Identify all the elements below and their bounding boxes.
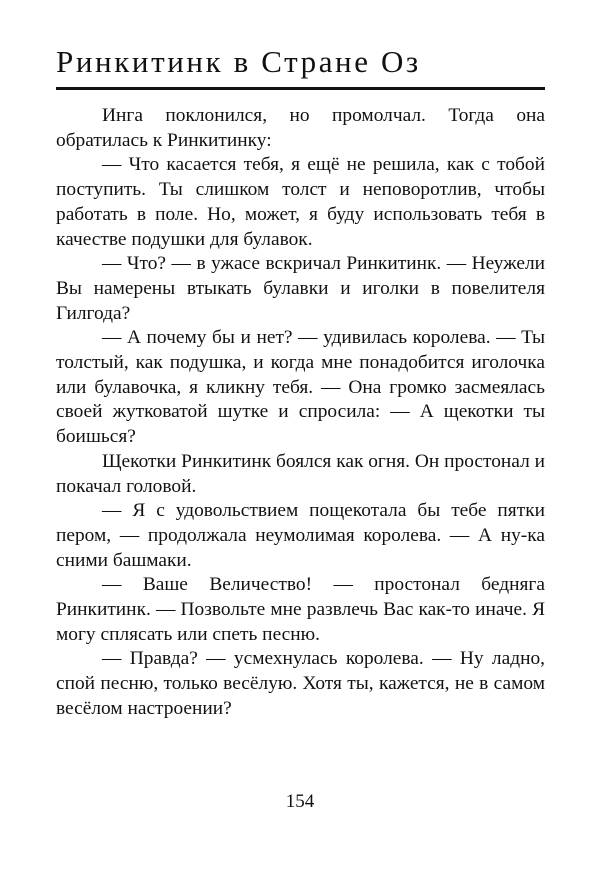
paragraph: — Что касается тебя, я ещё не решила, как с тобой поступить. Ты слишком толст и неповоротлив, чтобы работать в поле. Но, может, я буду использовать тебя в качестве подушки для булавок. xyxy=(56,154,545,250)
paragraph: — Правда? — усмехнулась королева. — Ну ладно, спой песню, только весёлую. Хотя ты, кажется, не в самом весёлом настроении? xyxy=(56,648,545,719)
paragraph: — Я с удовольствием пощекотала бы тебе пятки пером, — продолжала неумолимая королева. — А ну-ка сними башмаки. xyxy=(56,500,545,571)
paragraph: — Что? — в ужасе вскричал Ринкитинк. — Неужели Вы намерены втыкать булавки и иголки в повелителя Гилгода? xyxy=(56,253,545,324)
paragraph: Инга поклонился, но промолчал. Тогда она обратилась к Ринкитинку: xyxy=(56,105,545,151)
page-number: 154 xyxy=(285,791,315,812)
header-rule xyxy=(56,87,545,90)
paragraph: Щекотки Ринкитинк боялся как огня. Он простонал и покачал головой. xyxy=(56,450,545,497)
paragraph: — А почему бы и нет? — удивилась королева. — Ты толстый, как подушка, и когда мне понадобится иголочка или булавочка, я кликну тебя. — Она громко засмеялась своей жутковатой шутке и спросила: — А щекотки ты боишься? xyxy=(56,327,545,448)
paragraph: — Ваше Величество! — простонал бедняга Ринкитинк. — Позвольте мне развлечь Вас как-то иначе. Я могу сплясать или спеть песню. xyxy=(56,574,545,645)
running-title: Ринкитинк в Стране Оз xyxy=(56,44,421,79)
body-text xyxy=(56,104,545,722)
